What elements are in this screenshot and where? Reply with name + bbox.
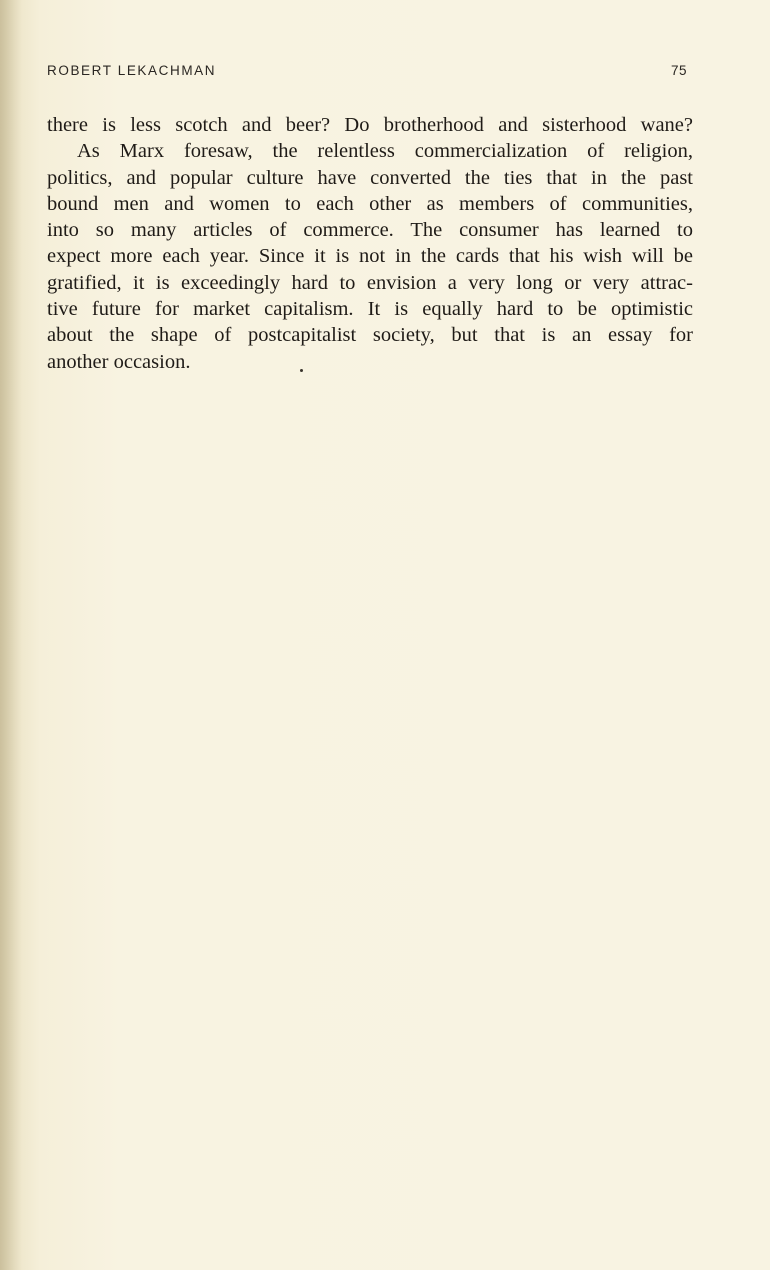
text-line: expect more each year. Since it is not in the cards that his wish will be [47,245,693,268]
text-line: into so many articles of commerce. The consumer has learned to [47,219,693,242]
text-line: about the shape of postcapitalist society, but that is an essay for [47,324,693,347]
text-line: gratified, it is exceedingly hard to envision a very long or very attrac- [47,271,693,294]
running-head-author: ROBERT LEKACHMAN [47,63,217,78]
paragraph-first-line: As Marx foresaw, the relentless commercialization of religion, [77,140,693,163]
ink-speck [300,369,303,372]
text-line: tive future for market capitalism. It is equally hard to be optimistic [47,298,693,321]
running-head [47,63,687,83]
text-line: politics, and popular culture have converted the ties that in the past [47,166,693,189]
page-number: 75 [670,63,687,78]
paragraph-last-line: another occasion. [47,350,191,373]
text-line: bound men and women to each other as members of communities, [47,192,693,215]
binding-gutter-shadow [0,0,22,1270]
text-line: there is less scotch and beer? Do brotherhood and sisterhood wane? [47,114,693,136]
body-text [47,112,693,375]
